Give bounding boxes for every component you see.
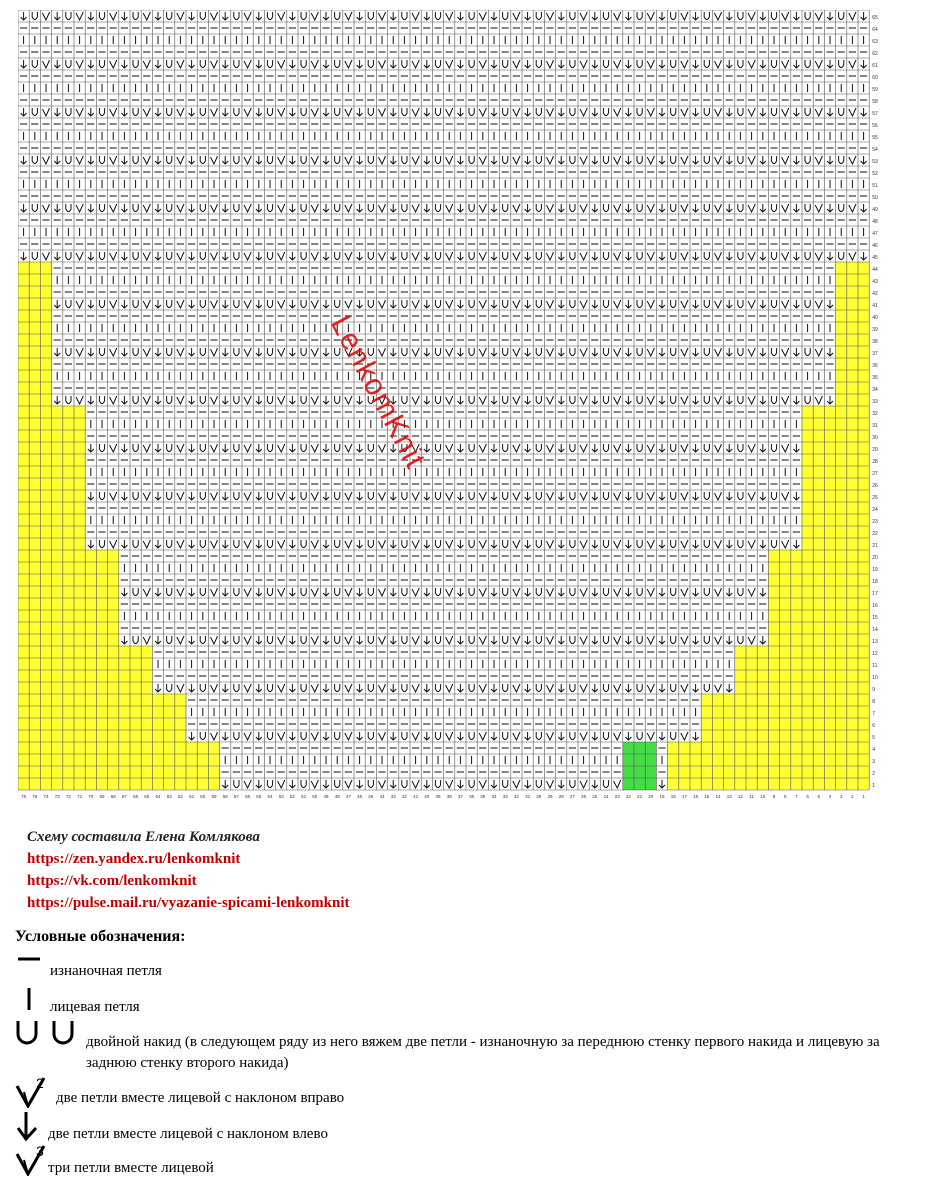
column-number: 74: [43, 794, 49, 799]
column-number: 65: [144, 794, 150, 799]
green-block: [623, 778, 657, 790]
row-number: 23: [872, 519, 878, 525]
column-number: 60: [200, 794, 206, 799]
yellow-area-right: [701, 706, 869, 718]
yellow-area-left: [18, 322, 52, 334]
yellow-area-left: [18, 346, 52, 358]
column-number: 38: [446, 794, 452, 799]
column-number: 49: [323, 794, 329, 799]
column-number: 33: [502, 794, 508, 799]
column-number: 11: [749, 794, 754, 799]
column-number: 24: [603, 794, 609, 799]
column-number: 68: [110, 794, 116, 799]
column-number: 63: [166, 794, 172, 799]
row-number: 25: [872, 495, 878, 501]
column-number: 47: [345, 794, 351, 799]
row-number: 32: [872, 411, 878, 417]
row-number: 62: [872, 51, 878, 57]
yellow-area-right: [768, 634, 869, 646]
legend-item-k3tog: три петли вместе лицевой: [48, 1160, 214, 1176]
row-number: 11: [872, 663, 878, 669]
row-number: 36: [872, 363, 878, 369]
yellow-area-left: [18, 370, 52, 382]
yellow-area-left: [18, 634, 119, 646]
column-number: 57: [233, 794, 239, 799]
green-block: [623, 754, 657, 766]
row-number: 7: [872, 711, 875, 717]
column-number: 6: [806, 794, 809, 799]
row-number: 40: [872, 315, 878, 321]
row-number: 12: [872, 651, 878, 657]
column-number: 75: [32, 794, 38, 799]
column-number: 13: [726, 794, 732, 799]
legend-item-knit: лицевая петля: [50, 999, 140, 1015]
column-number: 41: [413, 794, 419, 799]
column-number: 42: [401, 794, 407, 799]
column-number: 34: [491, 794, 497, 799]
row-number: 58: [872, 99, 878, 105]
column-number: 15: [704, 794, 710, 799]
yellow-area-right: [768, 622, 869, 634]
column-number: 67: [121, 794, 127, 799]
yellow-area-right: [836, 370, 870, 382]
row-number: 64: [872, 27, 878, 33]
row-number: 63: [872, 39, 878, 45]
chart-grid: [18, 10, 908, 810]
row-number: 37: [872, 351, 878, 357]
row-number: 14: [872, 627, 878, 633]
column-number: 18: [670, 794, 676, 799]
column-number: 40: [424, 794, 430, 799]
row-number: 26: [872, 483, 878, 489]
column-number: 51: [301, 794, 307, 799]
yellow-area-right: [701, 730, 869, 742]
yellow-area-right: [836, 262, 870, 274]
column-number: 56: [245, 794, 251, 799]
yellow-area-left: [18, 694, 186, 706]
k2tog-left-icon: [16, 1110, 40, 1142]
row-number: 31: [872, 423, 878, 429]
green-block: [623, 766, 657, 778]
row-number: 61: [872, 63, 878, 69]
yellow-area-right: [768, 598, 869, 610]
yellow-area-right: [768, 574, 869, 586]
yellow-area-right: [836, 322, 870, 334]
row-number: 2: [872, 771, 875, 777]
row-number: 34: [872, 387, 878, 393]
column-number: 17: [681, 794, 687, 799]
legend-item-double-yarn-over: двойной накид (в следующем ряду из него вяжем две петли - изнаночную за переднюю стенку первого накида и лицевую за заднюю стенку второго накида): [86, 1034, 880, 1071]
column-number: 1: [862, 794, 865, 799]
yellow-area-left: [18, 622, 119, 634]
column-number: 58: [222, 794, 228, 799]
column-number: 62: [177, 794, 183, 799]
column-number: 36: [469, 794, 475, 799]
knit-bar-icon: [22, 986, 36, 1012]
row-number: 56: [872, 123, 878, 129]
yellow-area-right: [768, 550, 869, 562]
row-number: 35: [872, 375, 878, 381]
row-number: 17: [872, 591, 878, 597]
column-number: 28: [558, 794, 564, 799]
yellow-area-right: [768, 562, 869, 574]
column-number: 25: [592, 794, 598, 799]
row-number: 47: [872, 231, 878, 237]
k3tog-number: 3: [36, 1143, 44, 1159]
yellow-area-right: [836, 286, 870, 298]
row-number: 5: [872, 735, 875, 741]
column-number: 22: [625, 794, 631, 799]
row-number: 19: [872, 567, 878, 573]
row-number: 27: [872, 471, 878, 477]
column-number: 19: [659, 794, 665, 799]
row-number: 52: [872, 171, 878, 177]
row-number: 18: [872, 579, 878, 585]
column-number: 48: [334, 794, 340, 799]
column-number: 72: [65, 794, 71, 799]
column-number: 59: [211, 794, 217, 799]
row-number: 51: [872, 183, 878, 189]
row-number: 43: [872, 279, 878, 285]
yellow-area-right: [836, 358, 870, 370]
column-number: 31: [525, 794, 531, 799]
credits-block: [27, 826, 350, 914]
column-number: 2: [851, 794, 854, 799]
row-number: 6: [872, 723, 875, 729]
yellow-area-left: [18, 358, 52, 370]
pulse-link[interactable]: https://pulse.mail.ru/vyazanie-spicami-lenkomknit: [27, 895, 350, 911]
yellow-area-right: [836, 382, 870, 394]
yellow-area-left: [18, 310, 52, 322]
row-number: 24: [872, 507, 878, 513]
row-number: 41: [872, 303, 878, 309]
row-number: 42: [872, 291, 878, 297]
column-number: 14: [715, 794, 721, 799]
vk-link[interactable]: https://vk.com/lenkomknit: [27, 873, 197, 889]
column-number: 39: [435, 794, 441, 799]
row-number: 54: [872, 147, 878, 153]
row-number: 48: [872, 219, 878, 225]
row-number: 29: [872, 447, 878, 453]
column-number: 8: [783, 794, 787, 799]
column-number: 53: [278, 794, 284, 799]
column-number: 23: [614, 794, 620, 799]
yellow-area-right: [701, 694, 869, 706]
row-number: 3: [872, 759, 875, 765]
yellow-area-left: [18, 718, 186, 730]
row-number: 13: [872, 639, 878, 645]
legend-item-purl: изнаночная петля: [50, 963, 162, 979]
column-number: 12: [737, 794, 743, 799]
row-number: 16: [872, 603, 878, 609]
row-number: 33: [872, 399, 878, 405]
column-number: 16: [693, 794, 699, 799]
column-number: 69: [99, 794, 105, 799]
column-number: 26: [581, 794, 587, 799]
row-number: 60: [872, 75, 878, 81]
row-number: 50: [872, 195, 878, 201]
yellow-area-right: [836, 310, 870, 322]
yellow-area-right: [836, 346, 870, 358]
row-number: 49: [872, 207, 878, 213]
column-number: 66: [133, 794, 139, 799]
purl-dash-icon: [16, 954, 42, 968]
column-number: 52: [289, 794, 295, 799]
column-number: 76: [21, 794, 27, 799]
yellow-area-left: [18, 298, 52, 310]
legend-item-k2tog-left: две петли вместе лицевой с наклоном влево: [48, 1126, 328, 1142]
row-number: 20: [872, 555, 878, 561]
row-number: 45: [872, 255, 878, 261]
column-number: 43: [390, 794, 396, 799]
yellow-area-left: [18, 610, 119, 622]
column-number: 3: [839, 794, 843, 799]
column-number: 9: [772, 794, 776, 799]
k3tog-icon: [14, 1142, 48, 1176]
column-number: 61: [189, 794, 195, 799]
column-number: 44: [379, 794, 385, 799]
column-number: 55: [256, 794, 262, 799]
row-number: 39: [872, 327, 878, 333]
column-number: 46: [357, 794, 363, 799]
column-number: 4: [828, 794, 832, 799]
yellow-area-left: [18, 586, 119, 598]
column-number: 32: [513, 794, 519, 799]
column-number: 54: [267, 794, 273, 799]
row-number: 21: [872, 543, 878, 549]
row-number: 38: [872, 339, 878, 345]
row-number: 65: [872, 15, 878, 21]
yellow-area-left: [18, 598, 119, 610]
yellow-area-left: [18, 334, 52, 346]
column-number: 73: [54, 794, 60, 799]
column-number: 64: [155, 794, 161, 799]
yellow-area-left: [18, 286, 52, 298]
legend-item-k2tog-right: две петли вместе лицевой с наклоном вправо: [56, 1090, 345, 1106]
column-number: 45: [368, 794, 374, 799]
column-number: 5: [817, 794, 821, 799]
yellow-area-right: [768, 610, 869, 622]
yellow-area-right: [836, 274, 870, 286]
column-number: 29: [547, 794, 553, 799]
column-number: 30: [536, 794, 542, 799]
row-number: 55: [872, 135, 878, 141]
row-number: 9: [872, 687, 875, 693]
row-number: 28: [872, 459, 878, 465]
row-number: 59: [872, 87, 878, 93]
yellow-area-left: [18, 262, 52, 274]
column-number: 70: [88, 794, 94, 799]
yellow-area-right: [836, 394, 870, 406]
yellow-area-left: [18, 274, 52, 286]
column-number: 37: [457, 794, 463, 799]
row-number: 4: [872, 747, 875, 753]
yellow-area-left: [18, 574, 119, 586]
author-credit: Схему составила Елена Комлякова: [27, 829, 260, 845]
column-number: 27: [569, 794, 575, 799]
yellow-area-right: [768, 586, 869, 598]
row-number: 8: [872, 699, 875, 705]
column-number: 20: [648, 794, 654, 799]
column-number: 35: [480, 794, 486, 799]
row-number: 10: [872, 675, 878, 681]
row-number: 44: [872, 267, 878, 273]
row-number: 46: [872, 243, 878, 249]
green-block: [623, 742, 657, 754]
column-number: 71: [77, 794, 83, 799]
column-number: 7: [795, 794, 798, 799]
row-number: 53: [872, 159, 878, 165]
legend-title: Условные обозначения:: [15, 928, 186, 945]
column-number: 21: [637, 794, 643, 799]
column-number: 50: [312, 794, 318, 799]
yellow-area-left: [18, 706, 186, 718]
yellow-area-left: [18, 382, 52, 394]
yellow-area-right: [836, 298, 870, 310]
k2tog-number: 2: [36, 1075, 44, 1091]
yellow-area-right: [701, 718, 869, 730]
knitting-chart: [18, 10, 908, 810]
watermark: LenkomKnit: [323, 310, 433, 475]
yellow-area-left: [18, 562, 119, 574]
yellow-area-left: [18, 730, 186, 742]
k2tog-right-icon: [14, 1074, 48, 1108]
yellow-area-left: [18, 394, 52, 406]
row-number: 1: [872, 783, 875, 789]
row-number: 15: [872, 615, 878, 621]
row-number: 57: [872, 111, 878, 117]
double-yarn-over-icon: [14, 1018, 76, 1046]
zen-link[interactable]: https://zen.yandex.ru/lenkomknit: [27, 851, 241, 867]
column-number: 10: [760, 794, 766, 799]
yellow-area-right: [836, 334, 870, 346]
row-number: 22: [872, 531, 878, 537]
row-number: 30: [872, 435, 878, 441]
yellow-area-left: [18, 550, 119, 562]
